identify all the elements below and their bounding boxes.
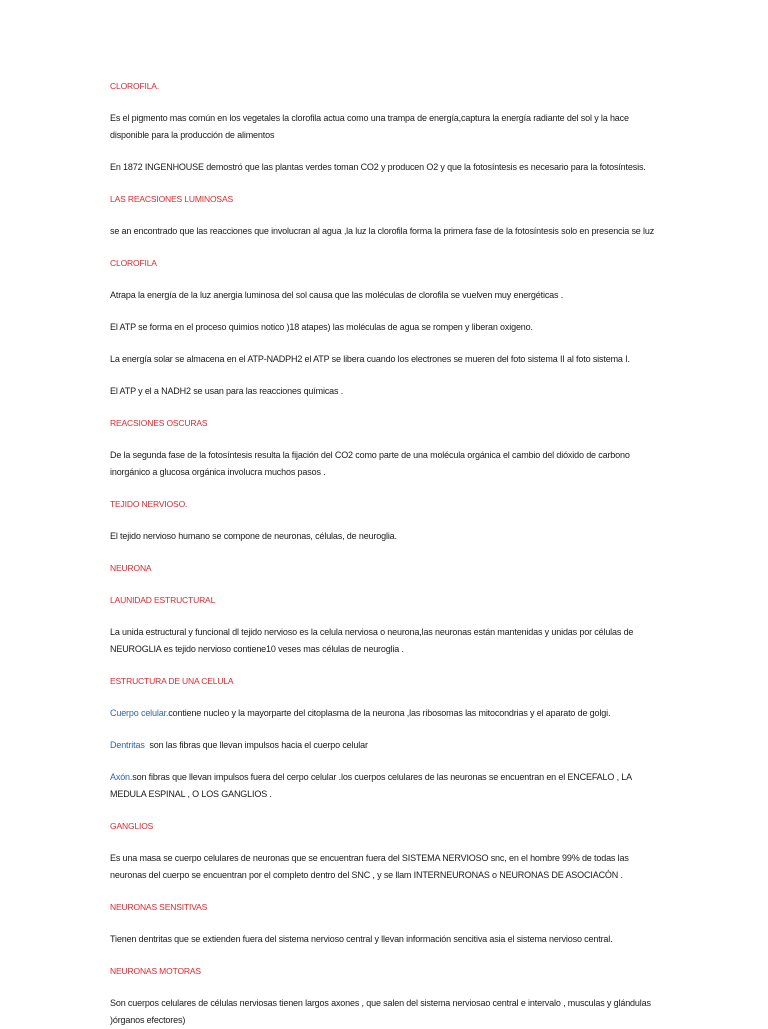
paragraph-axon <box>110 769 658 803</box>
paragraph-pigmento: Es el pigmento mas común en los vegetales la clorofila actua como una trampa de energía,captura la energía radiante del sol y la hace disponible para la producción de alimentos <box>110 113 629 140</box>
paragraph-segunda-fase: De la segunda fase de la fotosíntesis resulta la fijación del CO2 como parte de una molécula orgánica el cambio del dióxido de carbono inorgánico a glucosa orgánica involucra muchos pasos . <box>110 450 630 477</box>
heading-neuronas-sensitivas: NEURONAS SENSITIVAS <box>110 902 208 912</box>
heading-neurona: NEURONA <box>110 563 152 573</box>
paragraph-motoras: Son cuerpos celulares de células nerviosas tienen largos axones , que salen del sistema nerviosao central e intervalo , musculas y glándulas )órganos efectores) <box>110 998 651 1025</box>
paragraph-dentritas-text: son las fibras que llevan impulsos hacia el cuerpo celular <box>144 740 368 750</box>
heading-ganglios: GANGLIOS <box>110 821 154 831</box>
term-cuerpo-celular: Cuerpo celular. <box>110 708 169 718</box>
term-axon: Axón. <box>110 772 133 782</box>
term-dentritas: Dentritas <box>110 740 145 750</box>
heading-reacciones-luminosas: LAS REACSIONES LUMINOSAS <box>110 194 233 204</box>
heading-tejido-nervioso: TEJIDO NERVIOSO. <box>110 499 188 509</box>
paragraph-ganglios: Es una masa se cuerpo celulares de neuronas que se encuentran fuera del SISTEMA NERVIOSO snc, en el hombre 99% de todas las neuronas del cuerpo se encuentran por el completo dentro del SNC , y se llam INTERNEURONAS o NEURONAS DE ASOCIACÓN . <box>110 853 629 880</box>
heading-clorofila: CLOROFILA. <box>110 81 160 91</box>
paragraph-atrapa: Atrapa la energía de la luz anergia luminosa del sol causa que las moléculas de clorofila se vuelven muy energéticas . <box>110 290 564 300</box>
paragraph-ingenhouse: En 1872 INGENHOUSE demostró que las plantas verdes toman CO2 y producen O2 y que la fotosíntesis es necesario para la fotosíntesis. <box>110 162 646 172</box>
heading-reacciones-oscuras: REACSIONES OSCURAS <box>110 418 208 428</box>
heading-neuronas-motoras: NEURONAS MOTORAS <box>110 966 201 976</box>
paragraph-reacciones: se an encontrado que las reacciones que involucran al agua ,la luz la clorofila forma la primera fase de la fotosíntesis solo en presencia se luz <box>110 226 655 236</box>
heading-estructura-celula: ESTRUCTURA DE UNA CELULA <box>110 676 234 686</box>
paragraph-cuerpo-celular <box>110 705 658 722</box>
paragraph-sensitivas: Tienen dentritas que se extienden fuera del sistema nervioso central y llevan información sencitiva asia el sistema nervioso central. <box>110 934 613 944</box>
paragraph-axon-text: son fibras que llevan impulsos fuera del cerpo celular .los cuerpos celulares de las neuronas se encuentran en el ENCEFALO , LA MEDULA ESPINAL , O LOS GANGLIOS . <box>110 772 632 799</box>
paragraph-atp: El ATP se forma en el proceso quimios notico )18 atapes) las moléculas de agua se rompen y liberan oxigeno. <box>110 322 533 332</box>
heading-unidad-estructural: LAUNIDAD ESTRUCTURAL <box>110 595 216 605</box>
paragraph-tejido: El tejido nervioso humano se compone de neuronas, células, de neuroglia. <box>110 531 397 541</box>
heading-clorofila-2: CLOROFILA <box>110 258 157 268</box>
paragraph-cuerpo-celular-text: contiene nucleo y la mayorparte del citoplasma de la neurona ,las ribosomas las mitocondrias y el aparato de golgi. <box>168 708 611 718</box>
paragraph-dentritas <box>110 737 658 754</box>
paragraph-atp-nadh: El ATP y el a NADH2 se usan para las reacciones químicas . <box>110 386 344 396</box>
paragraph-unidad: La unida estructural y funcional dl tejido nervioso es la celula nerviosa o neurona,las neuronas están mantenidas y unidas por células de NEUROGLIA es tejido nervioso contiene10 veses mas células de neuroglia . <box>110 627 634 654</box>
paragraph-energia-solar: La energía solar se almacena en el ATP-NADPH2 el ATP se libera cuando los electrones se mueren del foto sistema II al foto sistema I. <box>110 354 630 364</box>
